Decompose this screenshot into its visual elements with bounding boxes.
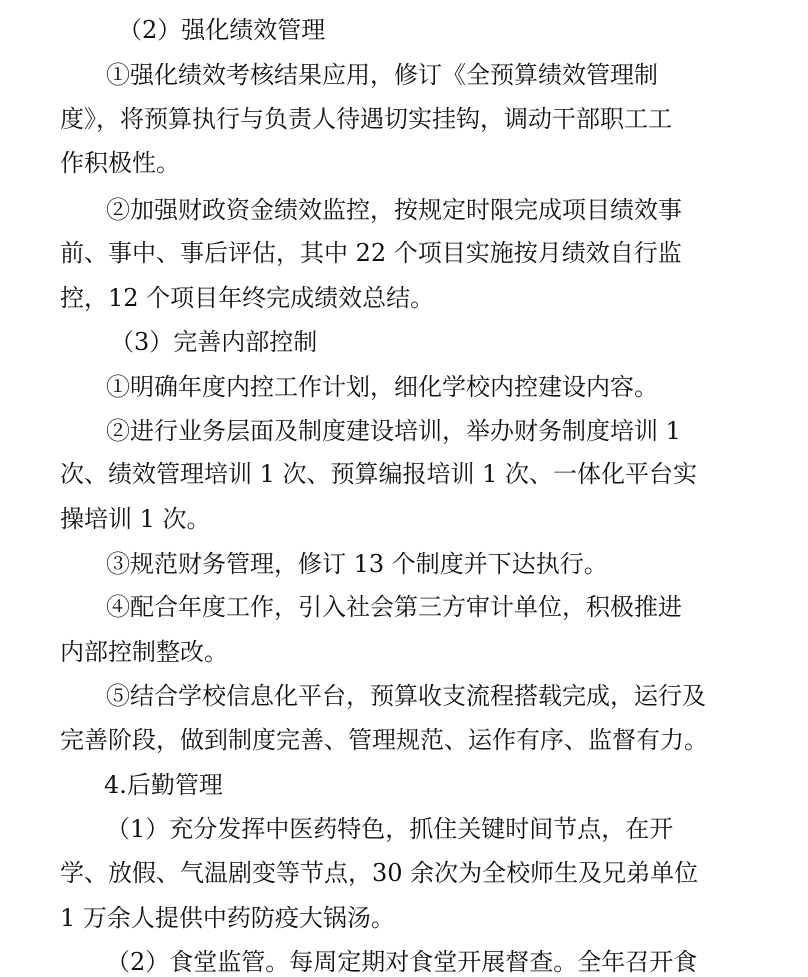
- text-line: 学、放假、气温剧变等节点，30 余次为全校师生及兄弟单位: [60, 859, 699, 887]
- text-line: 作积极性。: [60, 149, 180, 177]
- text-line: 操培训 1 次。: [60, 505, 211, 533]
- text-line: 前、事中、事后评估，其中 22 个项目实施按月绩效自行监: [60, 239, 682, 267]
- text-line: （1）充分发挥中医药特色，抓住关键时间节点，在开: [106, 815, 674, 843]
- text-line: 控，12 个项目年终完成绩效总结。: [60, 284, 435, 312]
- text-line: ①明确年度内控工作计划，细化学校内控建设内容。: [106, 373, 658, 401]
- text-line: 1 万余人提供中药防疫大锅汤。: [60, 904, 395, 932]
- text-line: ②进行业务层面及制度建设培训，举办财务制度培训 1: [106, 417, 681, 445]
- text-line: 完善阶段，做到制度完善、管理规范、运作有序、监督有力。: [60, 726, 708, 754]
- text-line: 内部控制整改。: [60, 638, 228, 666]
- text-line: 次、绩效管理培训 1 次、预算编报培训 1 次、一体化平台实: [60, 460, 698, 488]
- text-line: ④配合年度工作，引入社会第三方审计单位，积极推进: [106, 593, 682, 621]
- heading-line: （3）完善内部控制: [110, 328, 318, 356]
- heading-line: （2）强化绩效管理: [118, 16, 326, 44]
- text-line: ②加强财政资金绩效监控，按规定时限完成项目绩效事: [106, 196, 682, 224]
- text-line: ①强化绩效考核结果应用，修订《全预算绩效管理制: [106, 61, 658, 89]
- text-line: （2）食堂监管。每周定期对食堂开展督查。全年召开食: [106, 948, 698, 976]
- heading-line: 4.后勤管理: [104, 771, 223, 799]
- text-line: ⑤结合学校信息化平台，预算收支流程搭载完成，运行及: [106, 682, 706, 710]
- text-line: 度》，将预算执行与负责人待遇切实挂钩，调动干部职工工: [60, 105, 672, 133]
- text-line: ③规范财务管理，修订 13 个制度并下达执行。: [106, 550, 608, 578]
